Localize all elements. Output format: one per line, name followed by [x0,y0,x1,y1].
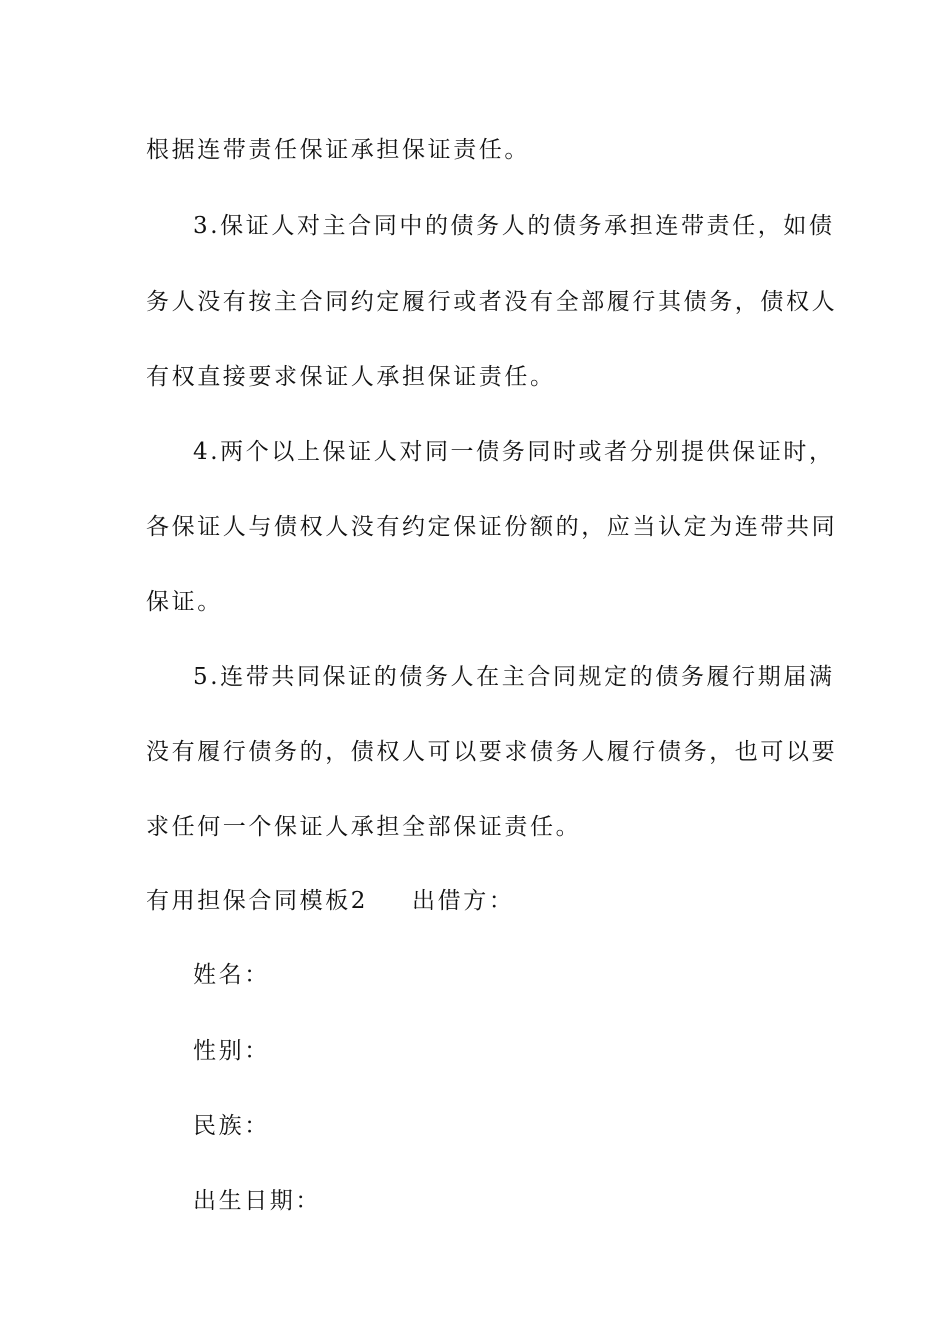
field-birth-date: 出生日期： [193,1188,321,1214]
paragraph-line: 有权直接要求保证人承担保证责任。 [146,364,556,390]
paragraph-line: 务人没有按主合同约定履行或者没有全部履行其债务，债权人 [146,289,838,315]
paragraph-line: 保证。 [146,589,223,615]
field-name: 姓名： [193,962,270,988]
paragraph-line: 根据连带责任保证承担保证责任。 [146,137,530,163]
template-heading-line [146,886,514,916]
field-gender: 性别： [193,1038,270,1064]
template-title: 有用担保合同模板2 [146,888,369,914]
clause-3-line: 3.保证人对主合同中的债务人的债务承担连带责任，如债 [193,213,835,239]
lender-label: 出借方： [412,888,515,914]
field-ethnicity: 民族： [193,1113,270,1139]
clause-4-line: 4.两个以上保证人对同一债务同时或者分别提供保证时， [193,439,835,465]
paragraph-line: 没有履行债务的，债权人可以要求债务人履行债务，也可以要 [146,739,838,765]
paragraph-line: 各保证人与债权人没有约定保证份额的，应当认定为连带共同 [146,514,838,540]
paragraph-line: 求任何一个保证人承担全部保证责任。 [146,814,582,840]
clause-5-line: 5.连带共同保证的债务人在主合同规定的债务履行期届满 [193,664,835,690]
